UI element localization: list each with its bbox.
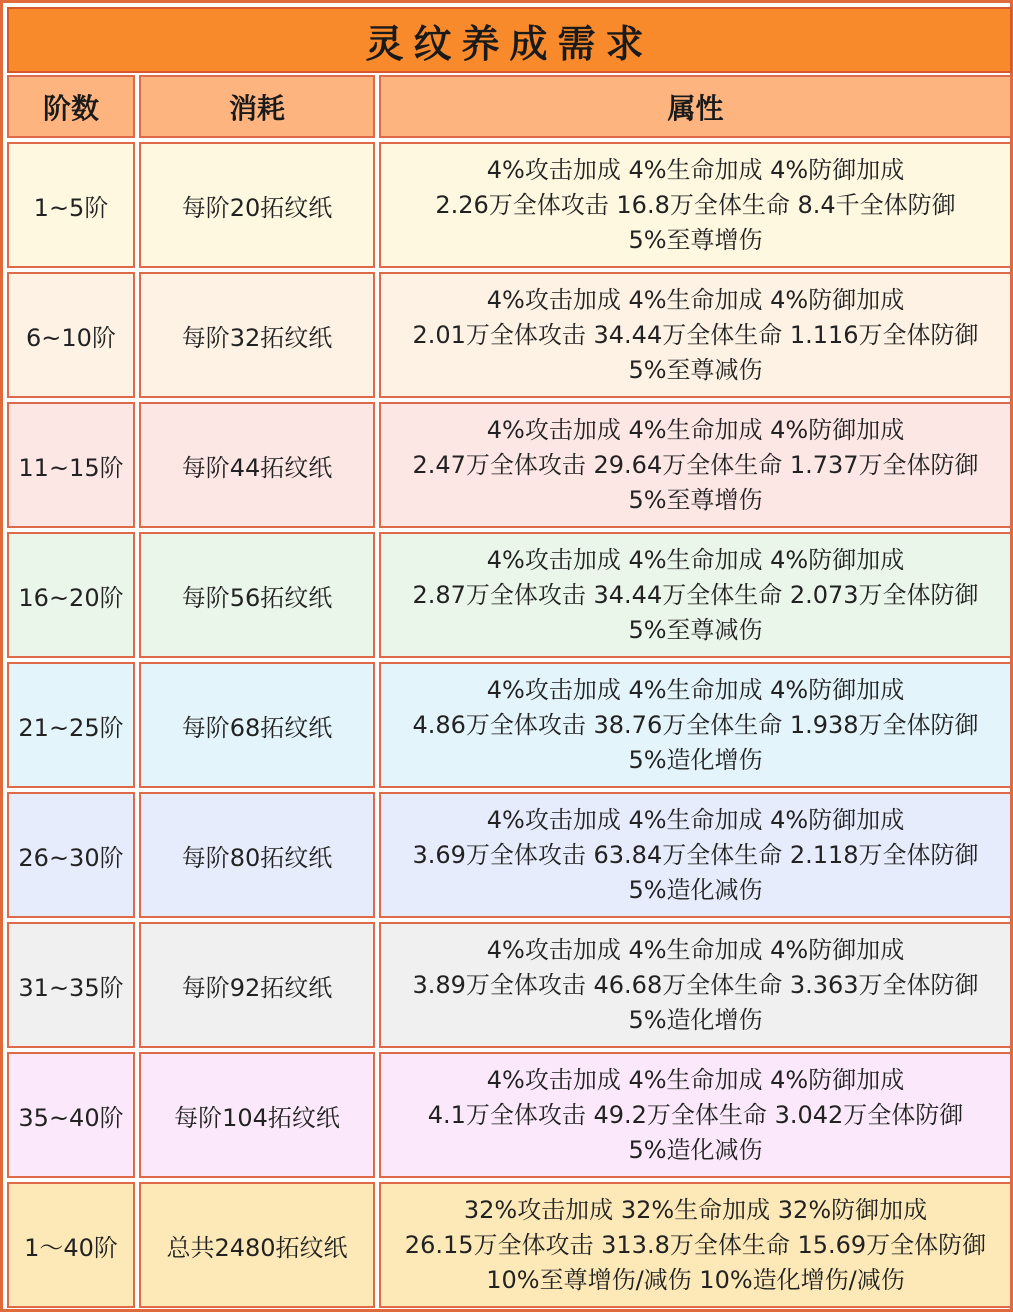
attributes-cell [379, 532, 1012, 658]
attribute-line: 2.47万全体攻击 29.64万全体生命 1.737万全体防御 [412, 450, 979, 479]
attributes-cell [379, 662, 1012, 788]
attribute-line: 5%至尊减伤 [628, 615, 763, 644]
attributes-cell [379, 142, 1012, 268]
cost-cell: 每阶20拓纹纸 [139, 142, 375, 268]
stage-cell: 21~25阶 [7, 662, 135, 788]
cost-cell: 每阶32拓纹纸 [139, 272, 375, 398]
cost-cell: 每阶56拓纹纸 [139, 532, 375, 658]
attribute-line: 4%攻击加成 4%生命加成 4%防御加成 [486, 285, 905, 314]
attributes-cell [379, 402, 1012, 528]
stage-cell: 6~10阶 [7, 272, 135, 398]
attribute-line: 4%攻击加成 4%生命加成 4%防御加成 [486, 805, 905, 834]
attribute-line: 4.86万全体攻击 38.76万全体生命 1.938万全体防御 [412, 710, 979, 739]
requirements-table [7, 75, 1012, 1311]
cost-cell: 每阶68拓纹纸 [139, 662, 375, 788]
attribute-line: 5%造化增伤 [628, 745, 763, 774]
cost-cell: 总共2480拓纹纸 [139, 1182, 375, 1308]
attribute-line: 4%攻击加成 4%生命加成 4%防御加成 [486, 675, 905, 704]
attributes-cell [379, 1052, 1012, 1178]
stage-cell: 1～40阶 [7, 1182, 135, 1308]
title-bar [7, 7, 1012, 73]
attributes-cell [379, 922, 1012, 1048]
attribute-line: 26.15万全体攻击 313.8万全体生命 15.69万全体防御 [404, 1230, 987, 1259]
stage-cell: 1~5阶 [7, 142, 135, 268]
attribute-line: 4%攻击加成 4%生命加成 4%防御加成 [486, 1065, 905, 1094]
header-stage: 阶数 [7, 75, 135, 138]
attribute-line: 5%造化减伤 [628, 1135, 763, 1164]
attribute-line: 4%攻击加成 4%生命加成 4%防御加成 [486, 155, 905, 184]
attribute-line: 3.89万全体攻击 46.68万全体生命 3.363万全体防御 [412, 970, 979, 999]
attribute-line: 5%至尊减伤 [628, 355, 763, 384]
attribute-line: 10%至尊增伤/减伤 10%造化增伤/减伤 [486, 1265, 905, 1294]
cost-cell: 每阶92拓纹纸 [139, 922, 375, 1048]
stage-cell: 26~30阶 [7, 792, 135, 918]
attribute-line: 5%至尊增伤 [628, 225, 763, 254]
stage-cell: 16~20阶 [7, 532, 135, 658]
attribute-line: 5%造化减伤 [628, 875, 763, 904]
attributes-cell [379, 792, 1012, 918]
attribute-line: 2.26万全体攻击 16.8万全体生命 8.4千全体防御 [435, 190, 956, 219]
stage-cell: 11~15阶 [7, 402, 135, 528]
stage-cell: 35~40阶 [7, 1052, 135, 1178]
attribute-line: 3.69万全体攻击 63.84万全体生命 2.118万全体防御 [412, 840, 979, 869]
attribute-line: 2.87万全体攻击 34.44万全体生命 2.073万全体防御 [412, 580, 979, 609]
attributes-cell [379, 272, 1012, 398]
stage-cell: 31~35阶 [7, 922, 135, 1048]
attribute-line: 4%攻击加成 4%生命加成 4%防御加成 [486, 415, 905, 444]
attribute-line: 5%造化增伤 [628, 1005, 763, 1034]
attribute-line: 32%攻击加成 32%生命加成 32%防御加成 [463, 1195, 928, 1224]
cost-cell: 每阶80拓纹纸 [139, 792, 375, 918]
cost-cell: 每阶44拓纹纸 [139, 402, 375, 528]
attributes-cell [379, 1182, 1012, 1308]
header-cost: 消耗 [139, 75, 375, 138]
cost-cell: 每阶104拓纹纸 [139, 1052, 375, 1178]
attribute-line: 4%攻击加成 4%生命加成 4%防御加成 [486, 935, 905, 964]
attribute-line: 5%至尊增伤 [628, 485, 763, 514]
attribute-line: 2.01万全体攻击 34.44万全体生命 1.116万全体防御 [412, 320, 979, 349]
attribute-line: 4.1万全体攻击 49.2万全体生命 3.042万全体防御 [427, 1100, 964, 1129]
table-title: 灵纹养成需求 [365, 21, 654, 66]
header-attributes: 属性 [379, 75, 1012, 138]
attribute-line: 4%攻击加成 4%生命加成 4%防御加成 [486, 545, 905, 574]
